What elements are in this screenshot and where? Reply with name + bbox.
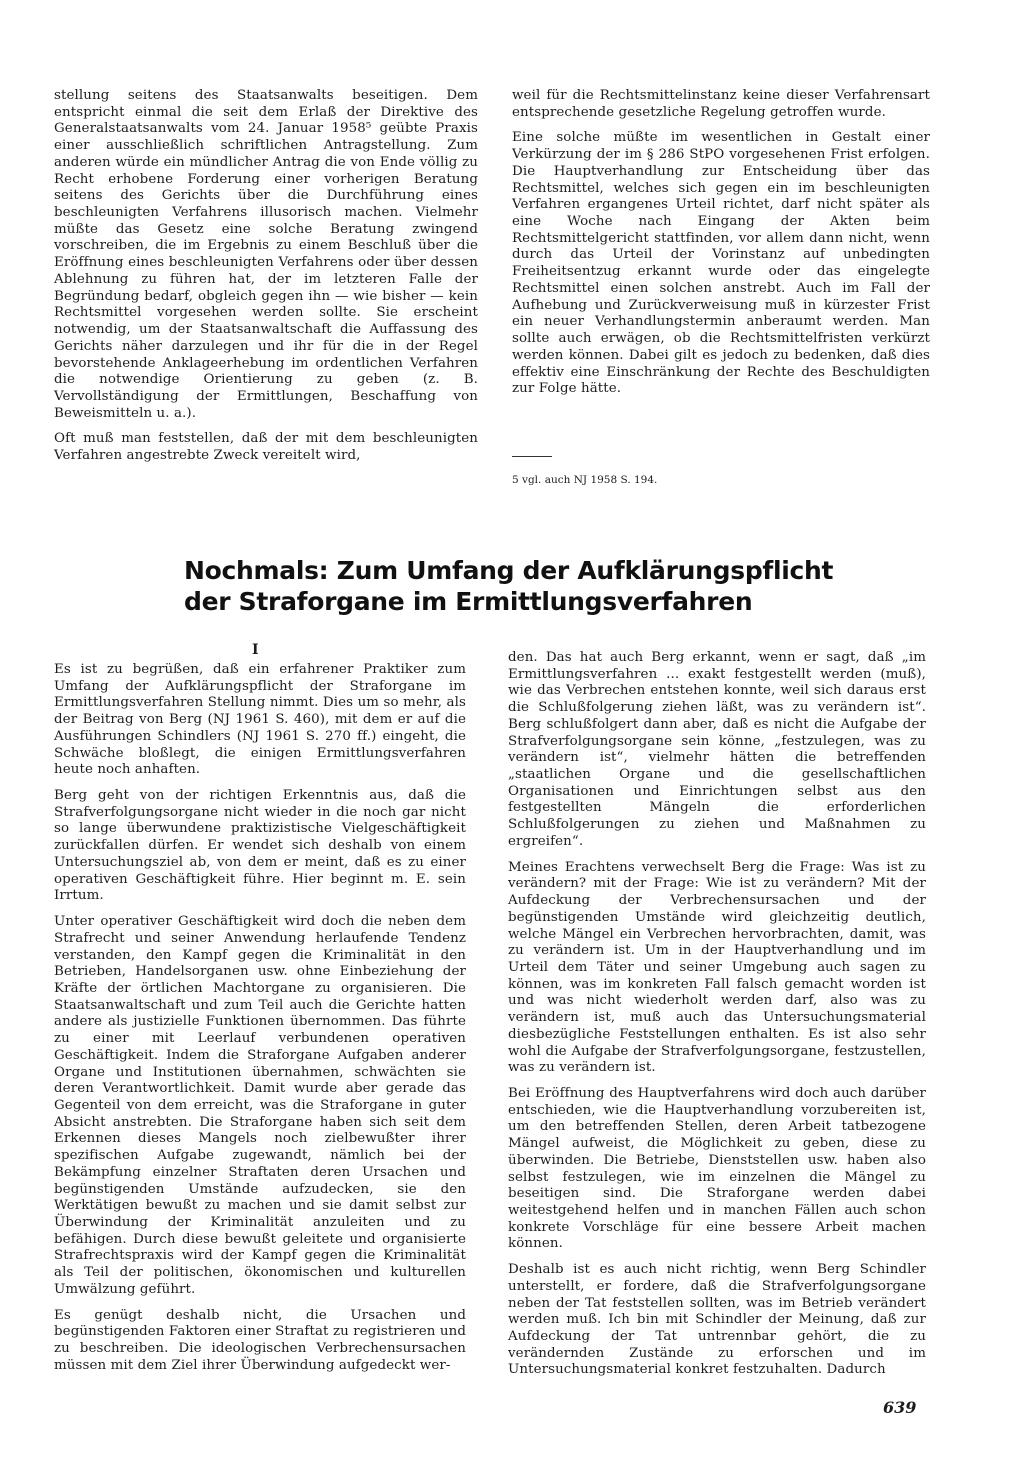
paragraph: Unter operativer Geschäftigkeit wird doch die neben dem Strafrecht und seiner Anwendung herlaufende Tendenz verstanden, den Kampf gegen die Kriminalität in den Betrieben, Handelsorganen usw. ohne Einbeziehung der Kräfte der örtlichen Machtorgane zu organisieren. Die Staatsanwaltschaft und zum Teil auch die Gerichte hatten andere als justizielle Funktionen übernommen. Das führte zu einer mit Leerlauf verbundenen operativen Geschäftigkeit. Indem die Straforgane Aufgaben anderer Organe und Institutionen übernahmen, schwächten sie deren Verantwortlichkeit. Damit wurde aber gerade das Gegenteil von dem erreicht, was die Straforgane in guter Absicht anstrebten. Die Straforgane haben sich seit dem Erkennen dieses Mangels noch zielbewußter ihrer spezifischen Aufgabe zugewandt, nämlich bei der Bekämpfung einzelner Straftaten deren Ursachen und begünstigenden Umstände aufzudecken, sie den Werktätigen bewußt zu machen und sie damit selbst zur Überwindung der Kriminalität anzuleiten und zu befähigen. Durch diese bewußt geleitete und organisierte Strafrechtspraxis wird der Kampf gegen die Kriminalität als Teil der politischen, ökonomischen und kulturellen Umwälzung geführt. (54, 914, 466, 1297)
paragraph: Es ist zu begrüßen, daß ein erfahrener Praktiker zum Umfang der Aufklärungspflicht der Straforgane im Ermittlungsverfahren Stellung nimmt. Dies um so mehr, als der Beitrag von Berg (NJ 1961 S. 460), mit dem er auf die Ausführungen Schindlers (NJ 1961 S. 270 ff.) eingeht, die Schwäche bloßlegt, die einigen Ermittlungsverfahren heute noch anhaften. (54, 662, 466, 778)
page-number: 639 (883, 1398, 917, 1417)
footnote: 5 vgl. auch NJ 1958 S. 194. (512, 474, 658, 486)
article-title (184, 555, 884, 617)
paragraph: Meines Erachtens verwechselt Berg die Frage: Was ist zu verändern? mit der Frage: Wie ist zu verändern? Mit der Aufdeckung der Verbrechensursachen und der begünstigenden Umstände wird gleichzeitig deutlich, welche Mängel ein Verbrechen hervorbrachten, damit, was zu verändern ist. Um in der Hauptverhandlung und im Urteil dem Täter und seiner Umgebung auch sagen zu können, was im konkreten Fall falsch gemacht worden ist und was nicht wiederholt werden darf, also was zu verändern ist, muß auch das Untersuchungsmaterial diesbezügliche Feststellungen enthalten. Es ist also sehr wohl die Aufgabe der Strafverfolgungsorgane, festzustellen, was zu verändern ist. (508, 859, 926, 1076)
article-title-line-1: Nochmals: Zum Umfang der Aufklärungspflicht (184, 556, 834, 585)
paragraph: Oft muß man feststellen, daß der mit dem beschleunigten Verfahren angestrebte Zweck vereitelt wird, (54, 431, 478, 464)
paragraph: Berg geht von der richtigen Erkenntnis aus, daß die Strafverfolgungsorgane nicht wieder in die noch gar nicht so lange überwundene praktizistische Vielgeschäftigkeit zurückfallen dürfen. Er wendet sich deshalb von einem Untersuchungsziel ab, von dem er meint, daß es zu einer operativen Geschäftigkeit führe. Hier beginnt m. E. sein Irrtum. (54, 788, 466, 904)
column-bottom-right (508, 650, 926, 1379)
column-bottom-left (54, 662, 466, 1374)
section-number: I (252, 642, 259, 658)
paragraph: Deshalb ist es auch nicht richtig, wenn Berg Schindler unterstellt, er fordere, daß die Strafverfolgungsorgane neben der Tat feststellen sollten, was im Betrieb verändert werden muß. Ich bin mit Schindler der Meinung, daß zur Aufdeckung der Tat untrennbar gehört, die zu verändernden Zustände zu erforschen und im Untersuchungsmaterial konkret festzuhalten. Dadurch (508, 1262, 926, 1378)
paragraph: Es genügt deshalb nicht, die Ursachen und begünstigenden Faktoren einer Straftat zu registrieren und zu beschreiben. Die ideologischen Verbrechensursachen müssen mit dem Ziel ihrer Überwindung aufgedeckt wer- (54, 1307, 466, 1373)
paragraph: stellung seitens des Staatsanwalts beseitigen. Dem entspricht einmal die seit dem Erlaß der Direktive des Generalstaatsanwalts vom 24. Januar 1958⁵ geübte Praxis einer ausschließlich schriftlichen Antragstellung. Zum anderen würde ein mündlicher Antrag die von Ende völlig zu Recht erhobene Forderung einer vorherigen Beratung seitens des Gerichts über die Durchführung eines beschleunigten Verfahrens illusorisch machen. Vielmehr müßte das Gesetz eine solche Beratung zwingend vorschreiben, die im Ergebnis zu einem Beschluß über die Eröffnung eines beschleunigten Verfahrens oder über dessen Ablehnung zu führen hat, der im letzteren Falle der Begründung bedarf, obgleich gegen ihn — wie bisher — kein Rechtsmittel vorgesehen werden sollte. Sie erscheint notwendig, um der Staatsanwaltschaft die Auffassung des Gerichts näher darzulegen und ihr für die in der Regel bevorstehende Anklageerhebung im ordentlichen Verfahren die notwendige Orientierung zu geben (z. B. Vervollständigung der Ermittlungen, Beschaffung von Beweismitteln u. a.). (54, 88, 478, 421)
footnote-divider (512, 456, 552, 457)
article-title-line-2: der Straforgane im Ermittlungsverfahren (184, 587, 753, 616)
paragraph: den. Das hat auch Berg erkannt, wenn er sagt, daß „im Ermittlungsverfahren ... exakt festgestellt werden (muß), wie das Verbrechen entstehen konnte, weil sich daraus erst die Schlußfolgerung ziehen läßt, was zu verändern ist“. Berg schlußfolgert dann aber, daß es nicht die Aufgabe der Strafverfolgungsorgane sein könne, „festzulegen, was zu verändern ist“, vielmehr hätten die betreffenden „staatlichen Organe und die gesellschaftlichen Organisationen und Einrichtungen selbst aus den festgestellten Mängeln die erforderlichen Schlußfolgerungen zu ziehen und Maßnahmen zu ergreifen“. (508, 650, 926, 849)
column-top-left (54, 88, 478, 465)
paragraph: Eine solche müßte im wesentlichen in Gestalt einer Verkürzung der im § 286 StPO vorgesehenen Frist erfolgen. Die Hauptverhandlung zur Entscheidung über das Rechtsmittel, welches sich gegen ein im beschleunigten Verfahren ergangenes Urteil richtet, darf nicht später als eine Woche nach Eingang der Akten beim Rechtsmittelgericht stattfinden, vor allem dann nicht, wenn durch das Urteil der Vorinstanz auf unbedingten Freiheitsentzug erkannt wurde oder das eingelegte Rechtsmittel einen solchen anstrebt. Auch im Fall der Aufhebung und Zurückverweisung muß in kürzester Frist ein neuer Verhandlungstermin anberaumt werden. Man sollte auch erwägen, ob die Rechtsmittelfristen verkürzt werden können. Dabei gilt es jedoch zu bedenken, daß dies effektiv eine Einschränkung der Rechte des Beschuldigten zur Folge hätte. (512, 130, 930, 397)
paragraph: weil für die Rechtsmittelinstanz keine dieser Verfahrensart entsprechende gesetzliche Regelung getroffen wurde. (512, 88, 930, 120)
column-top-right (512, 88, 930, 398)
paragraph: Bei Eröffnung des Hauptverfahrens wird doch auch darüber entschieden, wie die Hauptverhandlung vorzubereiten ist, um den betreffenden Stellen, deren Arbeit tatbezogene Mängel aufweist, die Möglichkeit zu geben, diese zu überwinden. Die Betriebe, Dienststellen usw. haben also selbst festzulegen, wie im einzelnen die Mängel zu beseitigen sind. Die Straforgane werden dabei weitestgehend helfen und in manchen Fällen auch schon konkrete Vorschläge für eine bessere Arbeit machen können. (508, 1085, 926, 1252)
